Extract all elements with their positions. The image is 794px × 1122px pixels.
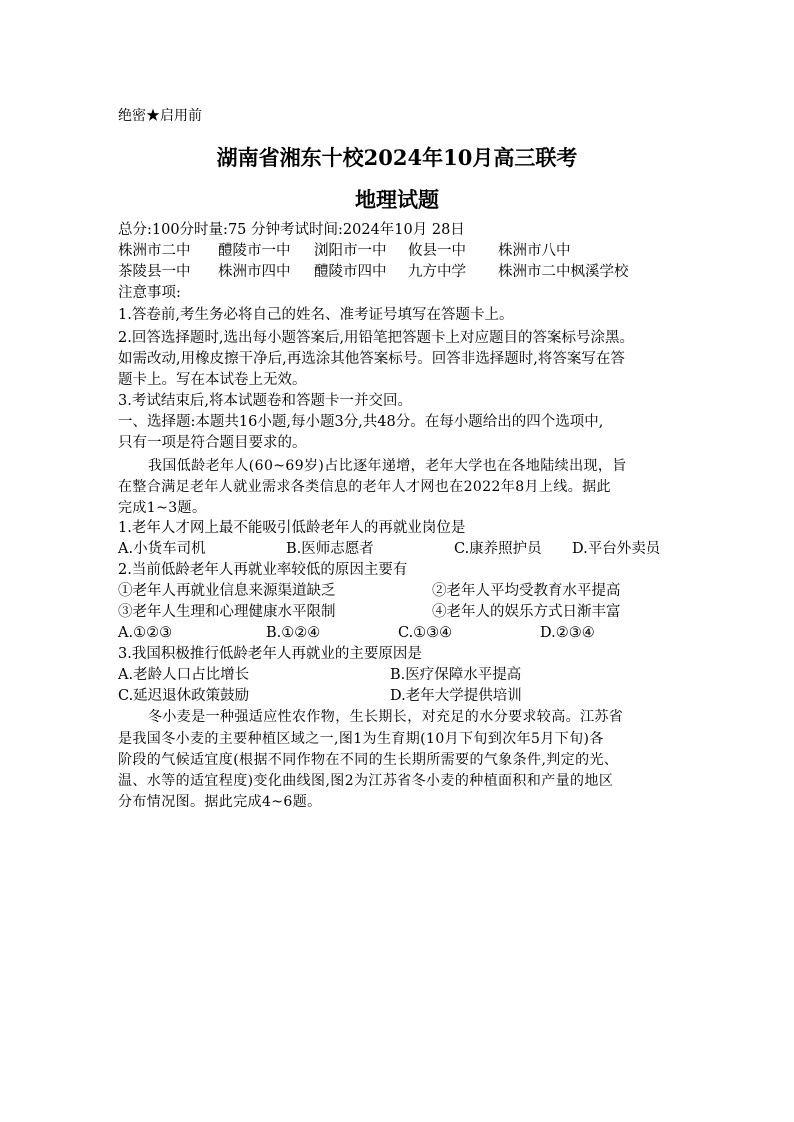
school-name: 株洲市二中枫溪学校 bbox=[498, 264, 629, 280]
school-name: 株洲市四中 bbox=[218, 264, 291, 280]
school-name: 醴陵市四中 bbox=[314, 264, 387, 280]
school-name: 株洲市二中 bbox=[118, 243, 191, 259]
school-name: 攸县一中 bbox=[408, 243, 466, 259]
school-name: 醴陵市一中 bbox=[218, 243, 291, 259]
section-intro: 一、选择题:本题共16小题,每小题3分,共48分。在每小题给出的四个选项中, bbox=[118, 414, 604, 430]
statement-item: ②老年人平均受教育水平提高 bbox=[432, 583, 621, 599]
option-d: D.平台外卖员 bbox=[572, 541, 661, 557]
question-stem: 1.老年人才网上最不能吸引低龄老年人的再就业岗位是 bbox=[118, 520, 466, 536]
option-b: B.医师志愿者 bbox=[286, 541, 374, 557]
passage-line: 冬小麦是一种强适应性农作物，生长期长，对充足的水分要求较高。江苏省 bbox=[148, 709, 624, 725]
passage-line: 阶段的气候适宜度(根据不同作物在不同的生长期所需要的气象条件,判定的光、 bbox=[118, 752, 619, 768]
notes-heading: 注意事项: bbox=[118, 285, 181, 301]
option-c: C.①③④ bbox=[398, 625, 453, 641]
note-line: 1.答卷前,考生务必将自己的姓名、准考证号填写在答题卡上。 bbox=[118, 307, 514, 323]
school-name: 浏阳市一中 bbox=[314, 243, 387, 259]
statement-item: ③老年人生理和心理健康水平限制 bbox=[118, 604, 336, 620]
question-stem: 2.当前低龄老年人再就业率较低的原因主要有 bbox=[118, 562, 408, 578]
passage-line: 温、水等的适宜程度)变化曲线图,图2为江苏省冬小麦的种植面积和产量的地区 bbox=[118, 773, 614, 789]
option-b: B.①②④ bbox=[266, 625, 321, 641]
subject-title: 地理试题 bbox=[355, 187, 439, 212]
option-c: C.延迟退休政策鼓励 bbox=[118, 688, 250, 704]
passage-line: 分布情况图。据此完成4~6题。 bbox=[118, 794, 322, 810]
option-b: B.医疗保障水平提高 bbox=[390, 667, 522, 683]
passage-line: 是我国冬小麦的主要种植区域之一,图1为生育期(10月下旬到次年5月下旬)各 bbox=[118, 731, 604, 747]
passage-line: 我国低龄老年人(60~69岁)占比逐年递增，老年大学也在各地陆续出现，旨 bbox=[148, 458, 627, 474]
section-intro: 只有一项是符合题目要求的。 bbox=[118, 435, 307, 451]
option-d: D.老年大学提供培训 bbox=[390, 688, 522, 704]
note-line: 题卡上。写在本试卷上无效。 bbox=[118, 372, 307, 388]
option-d: D.②③④ bbox=[540, 625, 595, 641]
option-c: C.康养照护员 bbox=[454, 541, 542, 557]
question-stem: 3.我国积极推行低龄老年人再就业的主要原因是 bbox=[118, 646, 422, 662]
option-a: A.老龄人口占比增长 bbox=[118, 667, 250, 683]
statement-item: ①老年人再就业信息来源渠道缺乏 bbox=[118, 583, 336, 599]
statement-item: ④老年人的娱乐方式日渐丰富 bbox=[432, 604, 621, 620]
school-name: 株洲市八中 bbox=[498, 243, 571, 259]
exam-title: 湖南省湘东十校2024年10月高三联考 bbox=[216, 145, 578, 170]
passage-line: 在整合满足老年人就业需求各类信息的老年人才网也在2022年8月上线。据此 bbox=[118, 479, 611, 495]
school-name: 九方中学 bbox=[408, 264, 466, 280]
passage-line: 完成1~3题。 bbox=[118, 500, 207, 516]
note-line: 3.考试结束后,将本试题卷和答题卡一并交回。 bbox=[118, 393, 412, 409]
option-a: A.小货车司机 bbox=[118, 541, 206, 557]
exam-meta: 总分:100分时量:75 分钟考试时间:2024年10月 28日 bbox=[118, 222, 465, 238]
confidential-label: 绝密★启用前 bbox=[118, 108, 202, 124]
note-line: 2.回答选择题时,选出每小题答案后,用铅笔把答题卡上对应题目的答案标号涂黑。 bbox=[118, 330, 635, 346]
note-line: 如需改动,用橡皮擦干净后,再选涂其他答案标号。回答非选择题时,将答案写在答 bbox=[118, 351, 625, 367]
option-a: A.①②③ bbox=[118, 625, 173, 641]
school-name: 茶陵县一中 bbox=[118, 264, 191, 280]
